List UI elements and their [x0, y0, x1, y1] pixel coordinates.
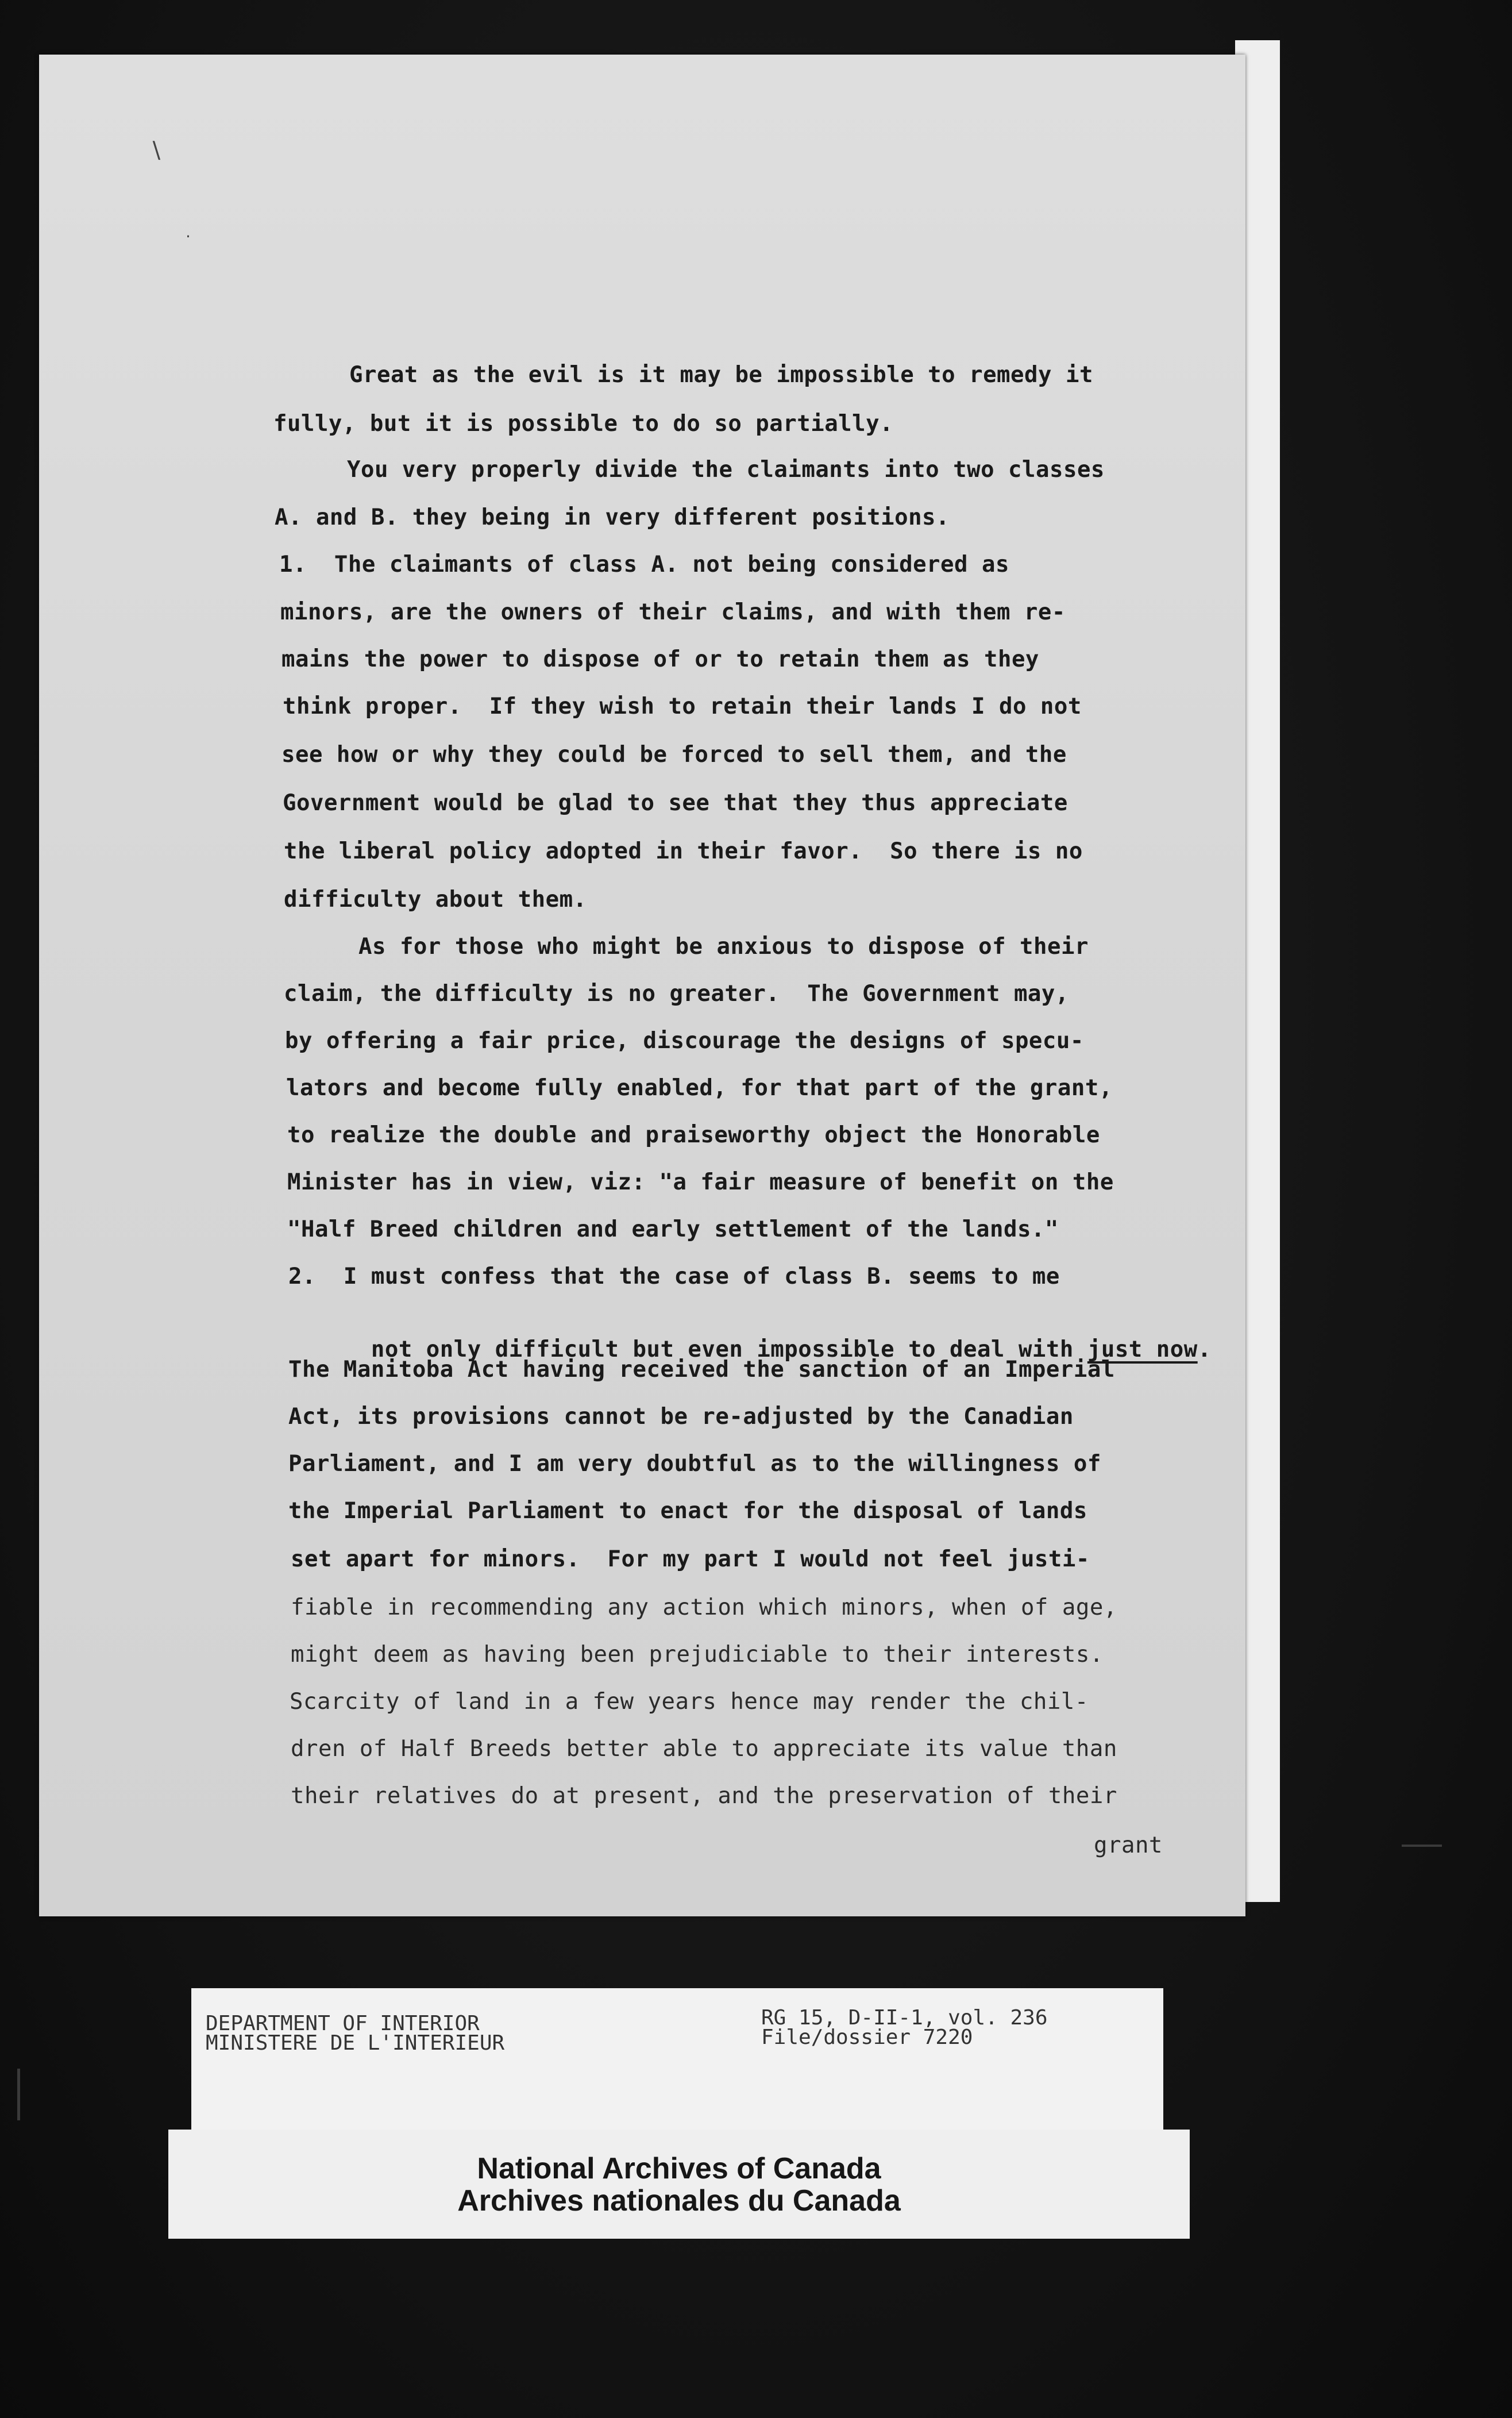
text-segment: not only difficult but even impossible to deal with	[371, 1337, 1087, 1362]
text-line: "Half Breed children and early settlement of the lands."	[287, 1216, 1059, 1242]
text-segment: .	[1197, 1337, 1212, 1362]
text-line: might deem as having been prejudiciable to their interests.	[291, 1642, 1104, 1668]
text-line: lators and become fully enabled, for that part of the grant,	[286, 1075, 1113, 1101]
department-english: DEPARTMENT OF INTERIOR	[206, 2012, 480, 2035]
text-line: Minister has in view, viz: "a fair measure of benefit on the	[287, 1169, 1114, 1195]
record-group-reference: RG 15, D-II-1, vol. 236	[761, 2006, 1048, 2030]
text-line: the Imperial Parliament to enact for the disposal of lands	[288, 1498, 1087, 1524]
file-number: File/dossier 7220	[761, 2026, 973, 2049]
text-line: As for those who might be anxious to dispose of their	[358, 934, 1089, 960]
text-line: claim, the difficulty is no greater. The Government may,	[284, 981, 1069, 1007]
text-line: to realize the double and praiseworthy object the Honorable	[287, 1122, 1100, 1148]
text-line: dren of Half Breeds better able to appreciate its value than	[291, 1736, 1117, 1762]
caption-english: National Archives of Canada	[477, 2152, 881, 2185]
archive-reference-stamp	[191, 1988, 1163, 2132]
margin-dot-mark: ·	[186, 227, 191, 246]
margin-tick-mark: ∖	[148, 138, 163, 164]
text-line: minors, are the owners of their claims, and with them re-	[280, 599, 1066, 625]
document-page	[39, 55, 1245, 1916]
text-line: 2. I must confess that the case of class B. seems to me	[288, 1264, 1060, 1289]
text-line: A. and B. they being in very different positions.	[275, 505, 950, 530]
text-line: The Manitoba Act having received the sanction of an Imperial	[288, 1357, 1115, 1383]
text-line: Great as the evil is it may be impossible to remedy it	[349, 362, 1093, 388]
text-line: by offering a fair price, discourage the designs of specu-	[285, 1028, 1084, 1054]
scan-artifact	[17, 2069, 20, 2120]
caption-french: Archives nationales du Canada	[457, 2184, 901, 2217]
text-line: mains the power to dispose of or to retain them as they	[281, 646, 1039, 672]
text-line: You very properly divide the claimants into two classes	[347, 457, 1105, 483]
archives-caption	[168, 2130, 1190, 2239]
text-line: the liberal policy adopted in their favor. So there is no	[284, 838, 1083, 864]
text-line: difficulty about them.	[284, 887, 587, 912]
text-line: Parliament, and I am very doubtful as to the willingness of	[288, 1451, 1101, 1477]
text-line: Act, its provisions cannot be re-adjusted by the Canadian	[288, 1404, 1074, 1430]
text-line: fully, but it is possible to do so partially.	[273, 411, 894, 437]
text-line: their relatives do at present, and the preservation of their	[291, 1783, 1117, 1809]
text-line: see how or why they could be forced to sell them, and the	[281, 742, 1067, 768]
text-line: think proper. If they wish to retain their lands I do not	[283, 694, 1082, 719]
typewritten-text	[39, 55, 1245, 1916]
text-line: set apart for minors. For my part I would not feel justi-	[291, 1546, 1090, 1572]
text-line: fiable in recommending any action which minors, when of age,	[291, 1595, 1117, 1620]
text-line: 1. The claimants of class A. not being considered as	[279, 552, 1009, 577]
text-line: Government would be glad to see that they thus appreciate	[283, 790, 1068, 816]
text-line: Scarcity of land in a few years hence may render the chil-	[290, 1689, 1089, 1715]
text-line: grant	[1094, 1832, 1163, 1858]
scan-artifact	[1402, 1845, 1442, 1847]
underlined-emphasis: just now	[1087, 1337, 1198, 1362]
department-french: MINISTERE DE L'INTERIEUR	[206, 2031, 505, 2055]
